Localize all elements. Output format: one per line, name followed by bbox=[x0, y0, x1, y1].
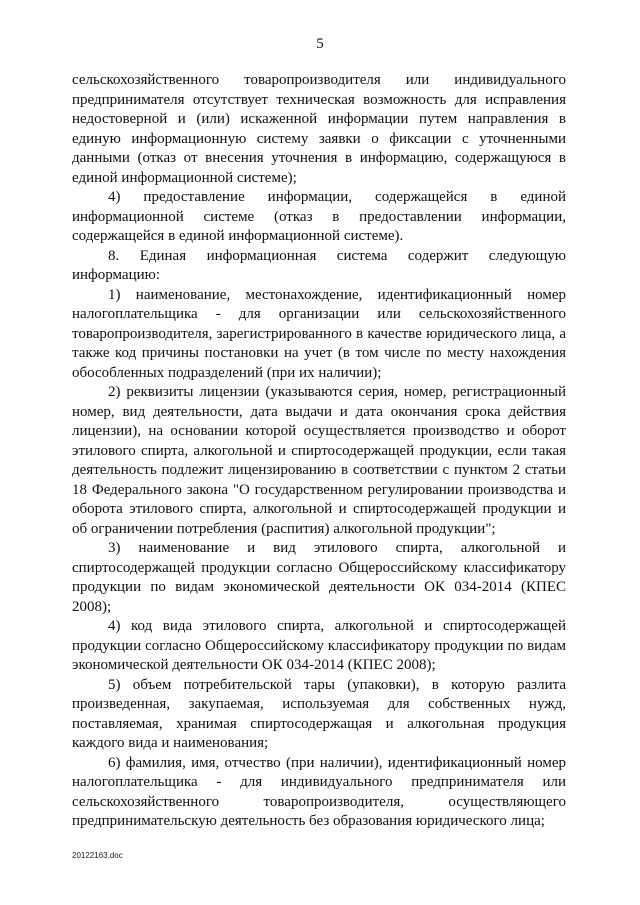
paragraph: 8. Единая информационная система содержит следующую информацию: bbox=[72, 247, 566, 283]
paragraph: 5) объем потребительской тары (упаковки), в которую разлита произведенная, закупаемая, используемая для собственных нужд, поставляемая, хранимая спиртосодержащая и алкогольная продукция каждого вида и наименования; bbox=[72, 676, 566, 751]
page-number: 5 bbox=[316, 36, 324, 52]
document-filename: 20122163.doc bbox=[72, 851, 123, 860]
paragraph: 1) наименование, местонахождение, идентификационный номер налогоплательщика - для организации или сельскохозяйственного товаропроизводителя, зарегистрированного в качестве юридического лица, а также код причины постановки на учет (в том числе по месту нахождения обособленных подразделений (при их наличии); bbox=[72, 286, 566, 381]
paragraph: 4) предоставление информации, содержащейся в единой информационной системе (отказ в предоставлении информации, содержащейся в единой информационной системе). bbox=[72, 189, 566, 244]
paragraph: 3) наименование и вид этилового спирта, алкогольной и спиртосодержащей продукции согласно Общероссийскому классификатору продукции по видам экономической деятельности ОК 034-2014 (КПЕС 2008); bbox=[72, 540, 566, 615]
paragraph: 6) фамилия, имя, отчество (при наличии), идентификационный номер налогоплательщика - для индивидуального предпринимателя или сельскохозяйственного товаропроизводителя, осуществляющего предпринимательскую деятельность без образования юридического лица; bbox=[72, 754, 566, 829]
paragraph: 2) реквизиты лицензии (указываются серия, номер, регистрационный номер, вид деятельности, дата выдачи и дата окончания срока действия лицензии), на основании которой осуществляется производство и оборот этилового спирта, алкогольной и спиртосодержащей продукции, если такая деятельность подлежит лицензированию в соответствии с пунктом 2 статьи 18 Федерального закона "О государственном регулировании производства и оборота этилового спирта, алкогольной и спиртосодержащей продукции и об ограничении потребления (распития) алкогольной продукции"; bbox=[72, 384, 566, 537]
document-body bbox=[72, 71, 566, 832]
paragraph: сельскохозяйственного товаропроизводителя или индивидуального предпринимателя отсутствует техническая возможность для исправления недостоверной и (или) искаженной информации путем направления в единую информационную систему заявки о фиксации с уточненными данными (отказ от внесения уточнения в информацию, содержащуюся в единой информационной системе); bbox=[72, 72, 566, 186]
paragraph: 4) код вида этилового спирта, алкогольной и спиртосодержащей продукции согласно Общероссийскому классификатору продукции по видам экономической деятельности ОК 034-2014 (КПЕС 2008); bbox=[72, 618, 566, 673]
